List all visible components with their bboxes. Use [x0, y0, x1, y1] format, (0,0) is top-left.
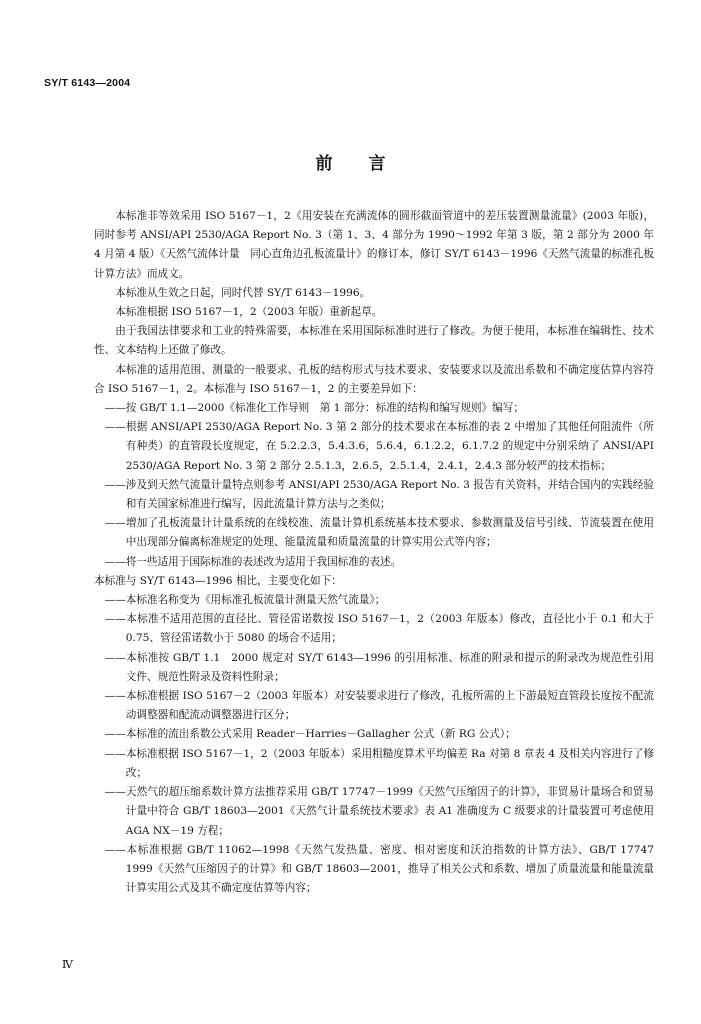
- document-code-header: SY/T 6143—2004: [44, 77, 131, 89]
- list-item: ——本标准根据 ISO 5167－2（2003 年版本）对安装要求进行了修改，孔板所需的上下游最短直管段长度按不配流动调整器和配流动调整器进行区分；: [104, 690, 654, 722]
- list-item: ——涉及到天然气流量计量特点则参考 ANSI/API 2530/AGA Report No. 3 报告有关资料，并结合国内的实践经验和有关国家标准进行编写，因此流量计算方法与之类似；: [104, 478, 654, 511]
- list-item: ——根据 ANSI/API 2530/AGA Report No. 3 第 2 部分的技术要求在本标准的表 2 中增加了其他任何阻流件（所有种类）的直管段长度规定，在 5.2.2.3，5.4.3.6，5.6.4，6.1.2.2，6.1.7.2 的规定中分别采纳了 ANSI/API 2530/AGA Report No. 3 第 2 部分 2.5.1.3，2.6.5，2.5.1.4，2.4.1，2.4.3 部分较严的技术指标；: [104, 421, 654, 472]
- paragraph: 本标准从生效之日起，同时代替 SY/T 6143－1996。: [115, 286, 371, 299]
- list-item: ——本标准根据 GB/T 11062—1998《天然气发热量、密度、相对密度和沃泊指数的计算方法》、GB/T 17747 1999《天然气压缩因子的计算》和 GB/T 18603—2001，推导了相关公式和系数、增加了质量流量和能量流量计算实用公式及其不确定度估算等内容；: [104, 843, 665, 895]
- list-item: ——将一些适用于国际标准的表述改为适用于我国标准的表述。: [104, 555, 402, 568]
- list-item: ——本标准按 GB/T 1.1 2000 规定对 SY/T 6143—1996 的引用标准、标准的附录和提示的附录改为规范性引用文件、规范性附录及资料性附录；: [104, 651, 654, 683]
- list-item: ——本标准不适用范围的直径比、管径雷诺数按 ISO 5167－1，2（2003 年版本）修改，直径比小于 0.1 和大于 0.75、管径雷诺数小于 5080 的场合不适用；: [104, 613, 654, 645]
- list-item: ——本标准根据 ISO 5167－1，2（2003 年版本）采用粗糙度算术平均偏差 Ra 对第 8 章表 4 及相关内容进行了修改；: [104, 747, 654, 779]
- list-item: ——按 GB/T 1.1—2000《标准化工作导则 第 1 部分：标准的结构和编写规则》编写；: [104, 402, 524, 415]
- body-content: [94, 207, 665, 898]
- list-item: ——本标准名称变为《用标准孔板流量计测量天然气流量》；: [104, 594, 386, 607]
- paragraph: 由于我国法律要求和工业的特殊需要，本标准在采用国际标准时进行了修改。为便于使用，本标准在编辑性、技术性、文本结构上还做了修改。: [94, 325, 654, 357]
- paragraph: 本标准根据 ISO 5167－1，2（2003 年版）重新起草。: [115, 306, 383, 319]
- page-title: 前言: [315, 154, 422, 174]
- list-item: ——增加了孔板流量计计量系统的在线校准、流量计算机系统基本技术要求、参数测量及信号引线、节流装置在使用中出现部分偏离标准规定的处理、能量流量和质量流量的计算实用公式等内容；: [104, 517, 654, 549]
- paragraph: 本标准与 SY/T 6143—1996 相比，主要变化如下：: [94, 574, 342, 587]
- list-item: ——本标准的流出系数公式采用 Reader－Harries－Gallagher 公式（新 RG 公式）；: [104, 728, 516, 741]
- page-number: Ⅳ: [62, 958, 73, 971]
- paragraph: 本标准非等效采用 ISO 5167－1，2《用安装在充满流体的圆形截面管道中的差压装置测量流量》(2003 年版)，同时参考 ANSI/API 2530/AGA Report No. 3（第 1、3、4 部分为 1990～1992 年第 3 版，第 2 部分为 2000 年 4 月第 4 版）《天然气流体计量 同心直角边孔板流量计》的修订本，修订 SY/T 6143－1996《天然气流量的标准孔板计算方法》而成文。: [94, 210, 654, 280]
- paragraph: 本标准的适用范围、测量的一般要求、孔板的结构形式与技术要求、安装要求以及流出系数和不确定度估算内容符合 ISO 5167－1，2。本标准与 ISO 5167－1，2 的主要差异如下：: [94, 363, 654, 395]
- list-item: ——天然气的超压缩系数计算方法推荐采用 GB/T 17747－1999《天然气压缩因子的计算》，非贸易计量场合和贸易计量中符合 GB/T 18603—2001《天然气计量系统技术要求》表 A1 准确度为 C 级要求的计量装置可考虑使用 AGA NX－19 方程；: [104, 786, 654, 837]
